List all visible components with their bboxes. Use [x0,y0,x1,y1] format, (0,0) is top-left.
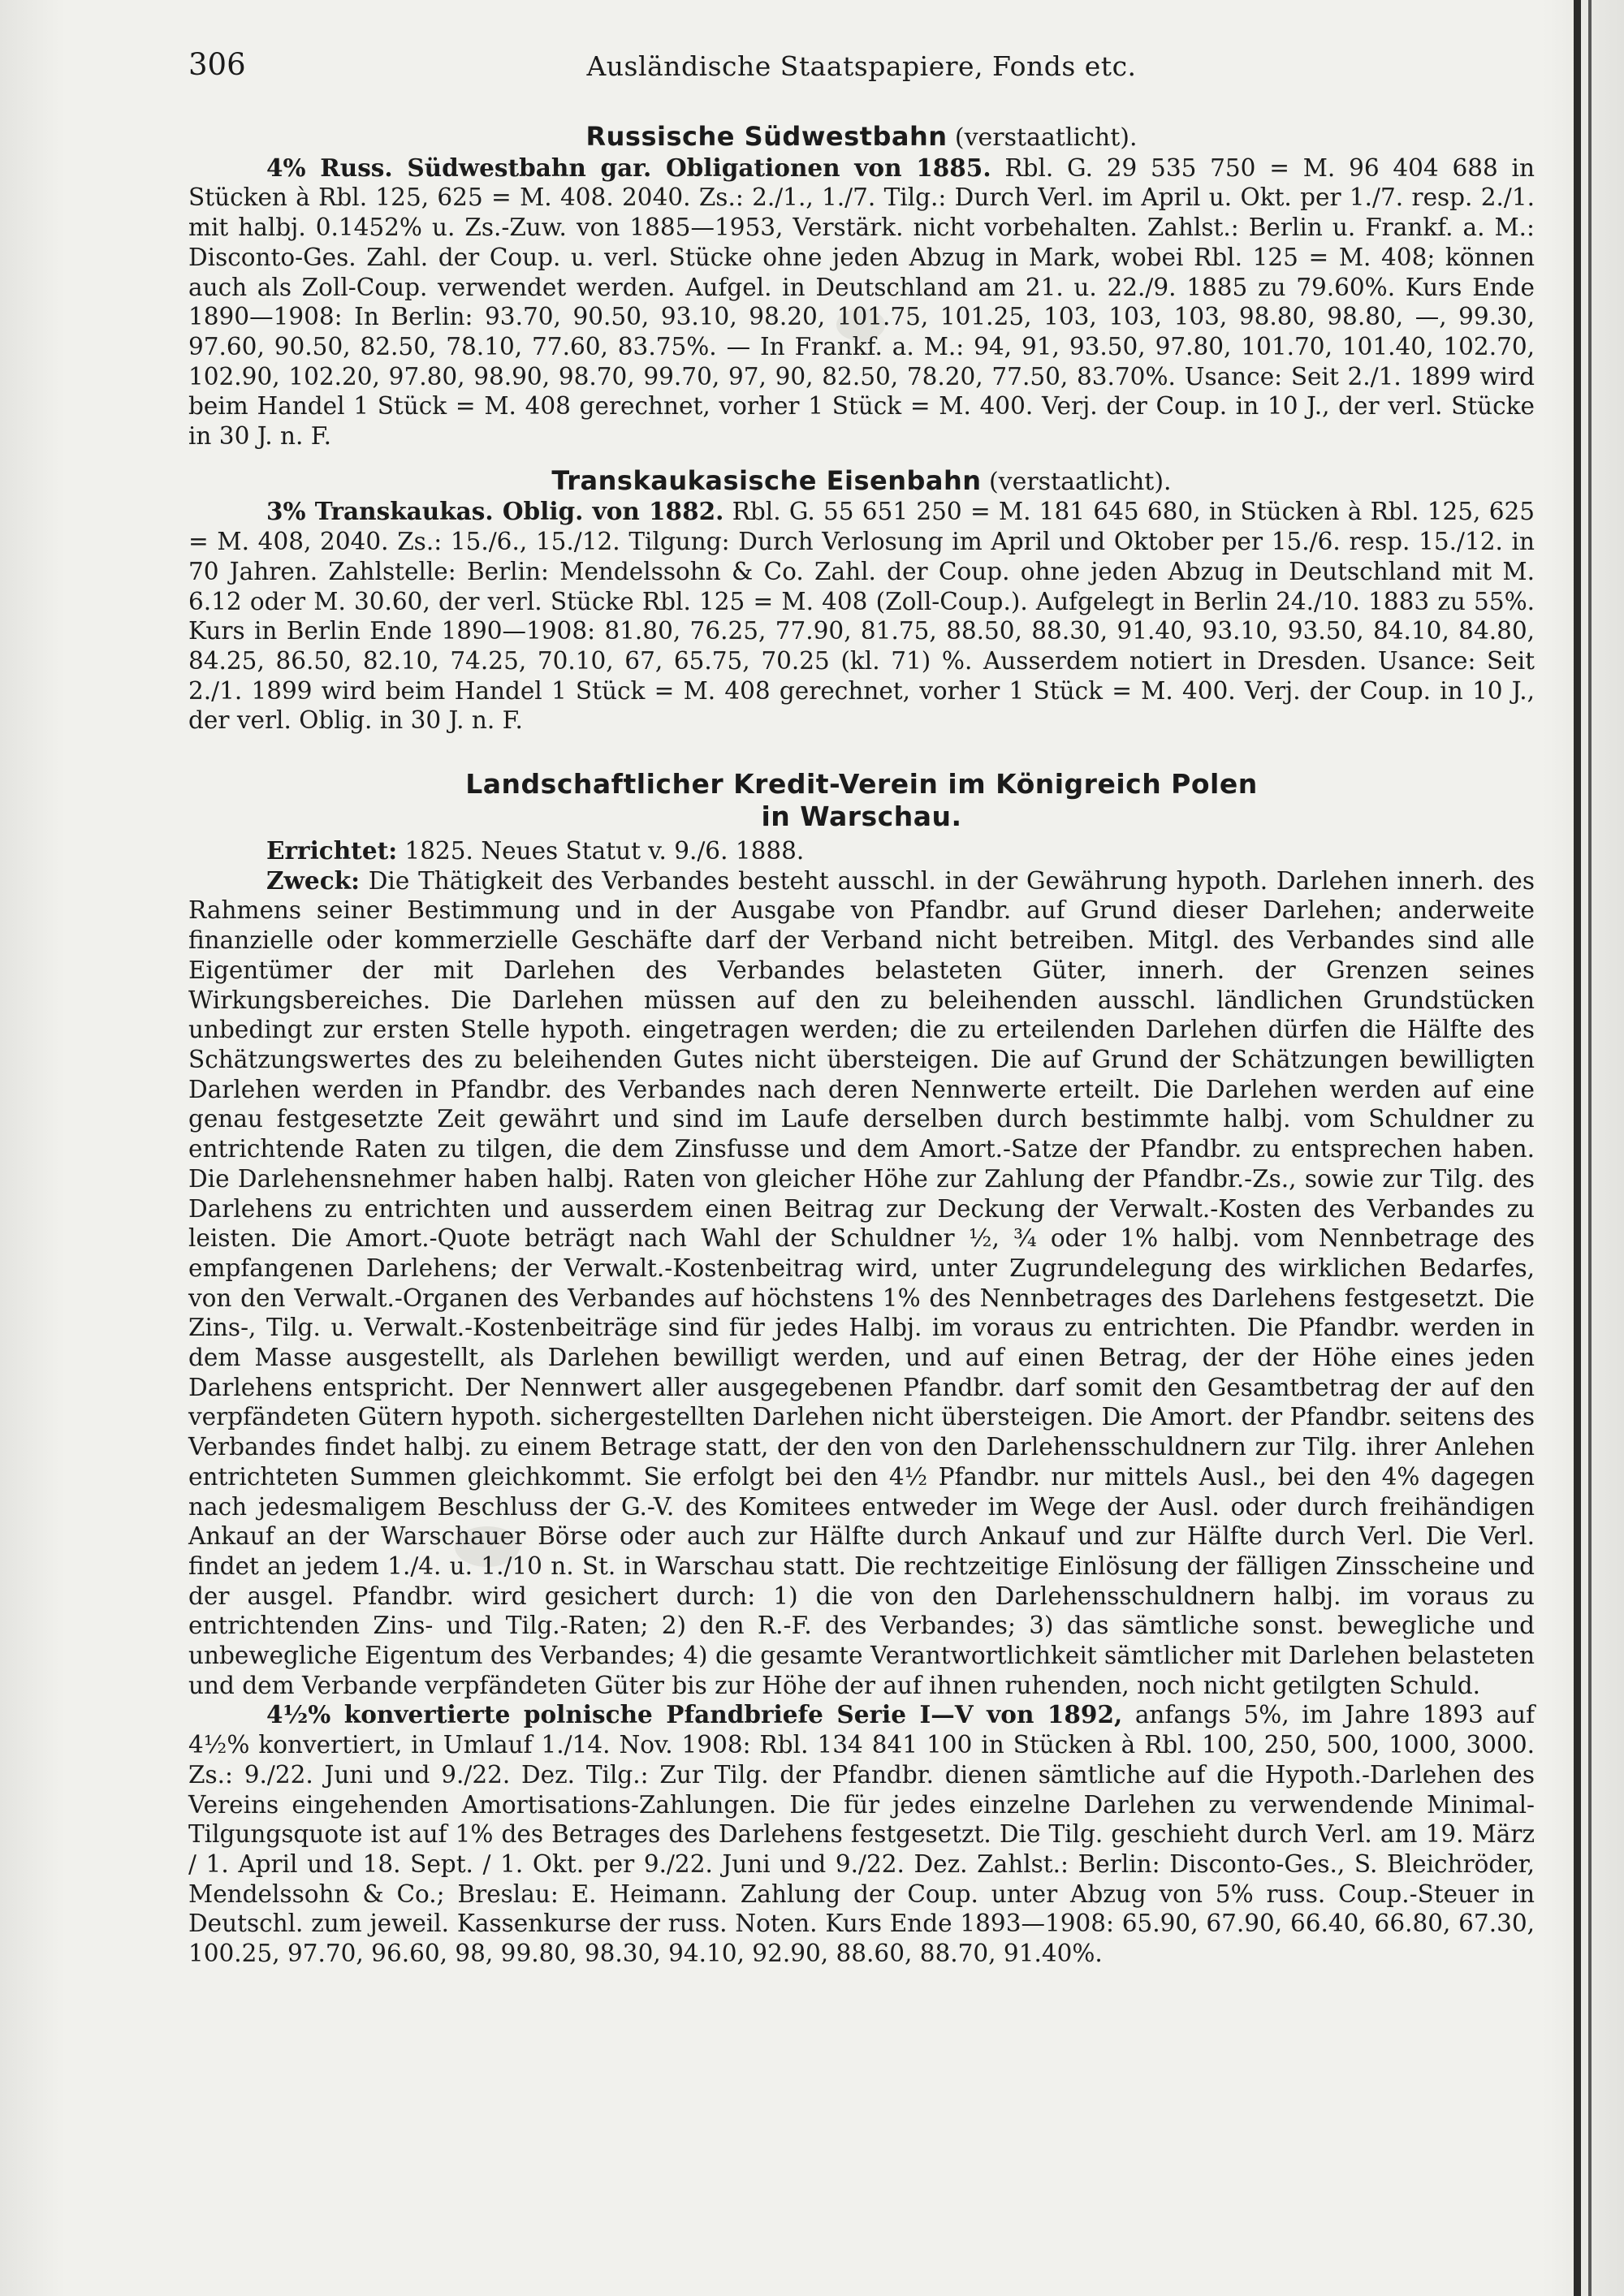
section-title [188,466,1535,498]
entry-zweck [188,866,1535,1701]
page-number: 306 [188,47,246,82]
section-title-text: Transkaukasische Eisenbahn [551,464,982,496]
bond-entry [188,497,1535,736]
running-title: Ausländische Staatspapiere, Fonds etc. [586,50,1137,82]
section-russische-suedwestbahn [188,122,1535,451]
bond-description: Rbl. G. 55 651 250 = M. 181 645 680, in Stücken à Rbl. 125, 625 = M. 408, 2040. Zs.: 15./6., 15./12. Tilgung: Durch Verlosung im April und Oktober per 15./6. resp. 15./12. in 70 Jahren. Zahlstelle: Berlin: Mendelssohn & Co. Zahl. der Coup. ohne jeden Abzug in Deutschland mit M. 6.12 oder M. 30.60, der verl. Stücke Rbl. 125 = M. 408 (Zoll-Coup.). Aufgelegt in Berlin 24./10. 1883 zu 55%. Kurs in Berlin Ende 1890—1908: 81.80, 76.25, 77.90, 81.75, 88.50, 88.30, 91.40, 93.10, 93.50, 84.10, 84.80, 84.25, 86.50, 82.10, 74.25, 70.10, 67, 65.75, 70.25 (kl. 71) %. Ausserdem notiert in Dresden. Usance: Seit 2./1. 1899 wird beim Handel 1 Stück = M. 408 gerechnet, vorher 1 Stück = M. 400. Verj. der Coup. in 10 J., der verl. Oblig. in 30 J. n. F. [188,498,1535,735]
bond-entry [188,153,1535,451]
entry-text: Die Thätigkeit des Verbandes besteht ausschl. in der Gewährung hypoth. Darlehen innerh. des Rahmens seiner Bestimmung und in der Ausgabe von Pfandbr. auf Grund dieser Darlehen; anderweite finanzielle oder kommerzielle Geschäfte darf der Verband nicht betreiben. Mitgl. des Verbandes sind alle Eigentümer der mit Darlehen des Verbandes belasteten Güter, innerh. der Grenzen seines Wirkungsbereiches. Die Darlehen müssen auf den zu beleihenden ausschl. ländlichen Grundstücken unbedingt zur ersten Stelle hypoth. eingetragen werden; die zu erteilenden Darlehen dürfen die Hälfte des Schätzungswertes des zu beleihenden Gutes nicht übersteigen. Die auf Grund der Schätzungen bewilligten Darlehen werden in Pfandbr. des Verbandes nach deren Nennwerte erteilt. Die Darlehen werden auf eine genau festgesetzte Zeit gewährt und sind im Laufe derselben durch bestimmte halbj. vom Schuldner zu entrichtende Raten zu tilgen, die dem Zinsfusse und dem Amort.-Satze der Pfandbr. zu entsprechen haben. Die Darlehensnehmer haben halbj. Raten von gleicher Höhe zur Zahlung der Pfandbr.-Zs., sowie zur Tilg. des Darlehens zu entrichten und ausserdem einen Beitrag zur Deckung der Verwalt.-Kosten des Verbandes zu leisten. Die Amort.-Quote beträgt nach Wahl der Schuldner ½, ¾ oder 1% halbj. vom Nennbetrage des empfangenen Darlehens; der Verwalt.-Kostenbeitrag wird, unter Zugrundelegung des wirklichen Bedarfes, von den Verwalt.-Organen des Verbandes auf höchstens 1% des Nennbetrages des Darlehens festgesetzt. Die Zins-, Tilg. u. Verwalt.-Kostenbeiträge sind für jedes Halbj. im voraus zu entrichten. Die Pfandbr. werden in dem Masse ausgestellt, als Darlehen bewilligt werden, und auf einen Betrag, der der Höhe eines jeden Darlehens entspricht. Der Nennwert aller ausgegebenen Pfandbr. darf somit den Gesamtbetrag der auf den verpfändeten Gütern hypoth. sichergestellten Darlehen nicht übersteigen. Die Amort. der Pfandbr. seitens des Verbandes findet halbj. zu einem Betrage statt, der den von den Darlehensschuldnern zur Tilg. ihrer Anlehen entrichteten Summen gleichkommt. Sie erfolgt bei den 4½ Pfandbr. nur mittels Ausl., bei den 4% dagegen nach jedesmaligem Beschluss der G.-V. des Komitees entweder im Wege der Ausl. oder durch freihändigen Ankauf an der Warschauer Börse oder auch zur Hälfte durch Ankauf und zur Hälfte durch Verl. Die Verl. findet an jedem 1./4. u. 1./10 n. St. in Warschau statt. Die rechtzeitige Einlösung der fälligen Zinsscheine und der ausgel. Pfandbr. wird gesichert durch: 1) die von den Darlehensschuldnern halbj. im voraus zu entrichtenden Zins- und Tilg.-Raten; 2) den R.-F. des Verbandes; 3) das sämtliche sonst. bewegliche und unbewegliche Eigentum des Verbandes; 4) die gesamte Verantwortlichkeit sämtlicher mit Darlehen belasteten und dem Verbande verpfändeten Güter bis zur Höhe der auf ihnen ruhenden, noch nicht getilgten Schuld. [188,866,1535,1699]
bond-title: 4% Russ. Südwestbahn gar. Obligationen von 1885. [266,153,991,182]
section-title-note: (verstaatlicht). [988,467,1172,496]
section-transkaukasische-eisenbahn [188,466,1535,736]
bond-description: Rbl. G. 29 535 750 = M. 96 404 688 in Stücken à Rbl. 125, 625 = M. 408. 2040. Zs.: 2./1., 1./7. Tilg.: Durch Verl. im April u. Okt. per 1./7. resp. 2./1. mit halbj. 0.1452% u. Zs.-Zuw. von 1885—1953, Verstärk. nicht vorbehalten. Zahlst.: Berlin u. Frankf. a. M.: Disconto-Ges. Zahl. der Coup. u. verl. Stücke ohne jeden Abzug in Mark, wobei Rbl. 125 = M. 408; können auch als Zoll-Coup. verwendet werden. Aufgel. in Deutschland am 21. u. 22./9. 1885 zu 79.60%. Kurs Ende 1890—1908: In Berlin: 93.70, 90.50, 93.10, 98.20, 101.75, 101.25, 103, 103, 103, 98.80, 98.80, —, 99.30, 97.60, 90.50, 82.50, 78.10, 77.60, 83.75%. — In Frankf. a. M.: 94, 91, 93.50, 97.80, 101.70, 101.40, 102.70, 102.90, 102.20, 97.80, 98.90, 98.70, 99.70, 97, 90, 82.50, 78.20, 77.50, 83.70%. Usance: Seit 2./1. 1899 wird beim Handel 1 Stück = M. 408 gerechnet, vorher 1 Stück = M. 400. Verj. der Coup. in 10 J., der verl. Stücke in 30 J. n. F. [188,153,1535,451]
bond-title: 3% Transkaukas. Oblig. von 1882. [266,497,724,526]
section-title [188,122,1535,153]
section-title-line-1: Landschaftlicher Kredit-Verein im Königreich Polen [465,768,1258,801]
entry-text: 1825. Neues Statut v. 9./6. 1888. [397,837,805,865]
section-title-text: Russische Südwestbahn [585,121,948,152]
section-landschaftlicher-kredit-verein [188,768,1535,1969]
page-content [188,122,1535,1969]
page-header [188,47,1535,84]
binding-edge [1574,0,1581,2296]
entry-label: Zweck: [266,865,360,895]
bond-description: anfangs 5%, im Jahre 1893 auf 4½% konvertiert, in Umlauf 1./14. Nov. 1908: Rbl. 134 841 100 in Stücken à Rbl. 100, 250, 500, 1000, 3000. Zs.: 9./22. Juni und 9./22. Dez. Tilg.: Zur Tilg. der Pfandbr. dienen sämtliche auf die Hypoth.-Darlehen des Vereins eingehenden Amortisations-Zahlungen. Die für jedes einzelne Darlehen zu verwendende Minimal-Tilgungsquote ist auf 1% des Betrages des Darlehens festgesetzt. Die Tilg. geschieht durch Verl. am 19. März / 1. April und 18. Sept. / 1. Okt. per 9./22. Juni und 9./22. Dez. Zahlst.: Berlin: Disconto-Ges., S. Bleichröder, Mendelssohn & Co.; Breslau: E. Heimann. Zahlung der Coup. unter Abzug von 5% russ. Coup.-Steuer in Deutschl. zum jeweil. Kassenkurse der russ. Noten. Kurs Ende 1893—1908: 65.90, 67.90, 66.40, 66.80, 67.30, 100.25, 97.70, 96.60, 98, 99.80, 98.30, 94.10, 92.90, 88.60, 88.70, 91.40%. [188,1701,1535,1968]
entry-errichtet [188,836,1535,866]
bond-title: 4½% konvertierte polnische Pfandbriefe Serie I—V von 1892, [266,1700,1123,1729]
bond-entry [188,1700,1535,1968]
section-title-note: (verstaatlicht). [954,123,1138,152]
entry-label: Errichtet: [266,836,398,865]
binding-edge-secondary [1588,0,1592,2296]
section-title-line-2: in Warschau. [761,801,962,833]
